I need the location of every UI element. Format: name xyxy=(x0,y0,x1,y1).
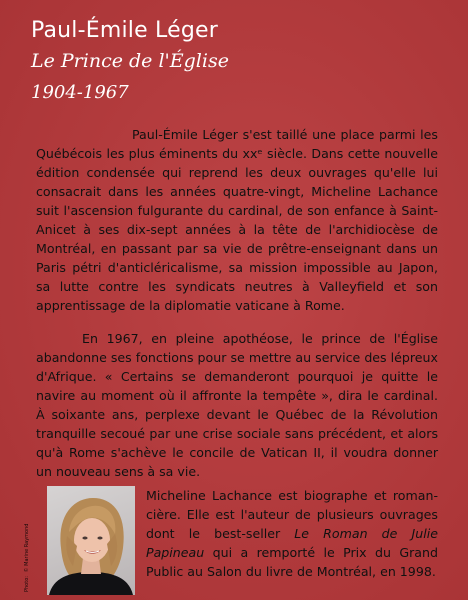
blurb-paragraph-2: En 1967, en pleine apothéose, le prince de l'Église abandonne ses fonctions pour se mettre au service des lépreux d'Afrique. « Certains se demanderont pourquoi je quitte le navire au moment où il affronte la tempête », dira le cardinal. À soixante ans, perplexe devant le Québec de la Révolution tranquille secoué par une crise sociale sans précédent, et alors qu'à Rome s'achève le concile de Vatican II, il voudra donner un nouveau sens à sa vie. xyxy=(36,331,438,479)
author-bio-start: Micheline Lachance est biographe et romancière. Elle est l'auteur de plusieurs ouvrages dont le best-seller xyxy=(146,488,438,541)
author-photo xyxy=(47,486,135,595)
photo-credit-label: Photo: xyxy=(24,576,30,592)
author-bio-book-title: Le Roman de Julie Papineau xyxy=(146,526,438,560)
book-subtitle: Le Prince de l'Église xyxy=(31,50,229,72)
photo-credit-name: © Marine Raymond xyxy=(24,523,30,573)
author-bio-end: qui a remporté le Prix du Grand Public au Salon du livre de Montréal, en 1998. xyxy=(146,545,438,579)
author-portrait-image xyxy=(47,486,135,595)
life-dates: 1904-1967 xyxy=(31,82,129,103)
author-bio xyxy=(146,486,438,581)
book-title: Paul-Émile Léger xyxy=(31,18,218,43)
blurb-paragraph-1: Paul-Émile Léger s'est taillé une place parmi les Québécois les plus éminents du xxᵉ siècle. Dans cette nouvelle édition condensée qui reprend les deux ouvrages qu'elle lui consacrait dans les années quatre-vingt, Micheline Lachance suit l'ascension fulgurante du cardinal, de son enfance à Saint-Anicet à ses dix-sept années à la tête de l'archidiocèse de Montréal, en passant par sa vie de prêtre-enseignant dans un Paris pétri d'anticléricalisme, sa mission impossible au Japon, sa lutte contre les syndicats neutres à Valleyfield et son apprentissage de la diplomatie vaticane à Rome. xyxy=(36,127,438,313)
photo-credit xyxy=(24,524,30,592)
